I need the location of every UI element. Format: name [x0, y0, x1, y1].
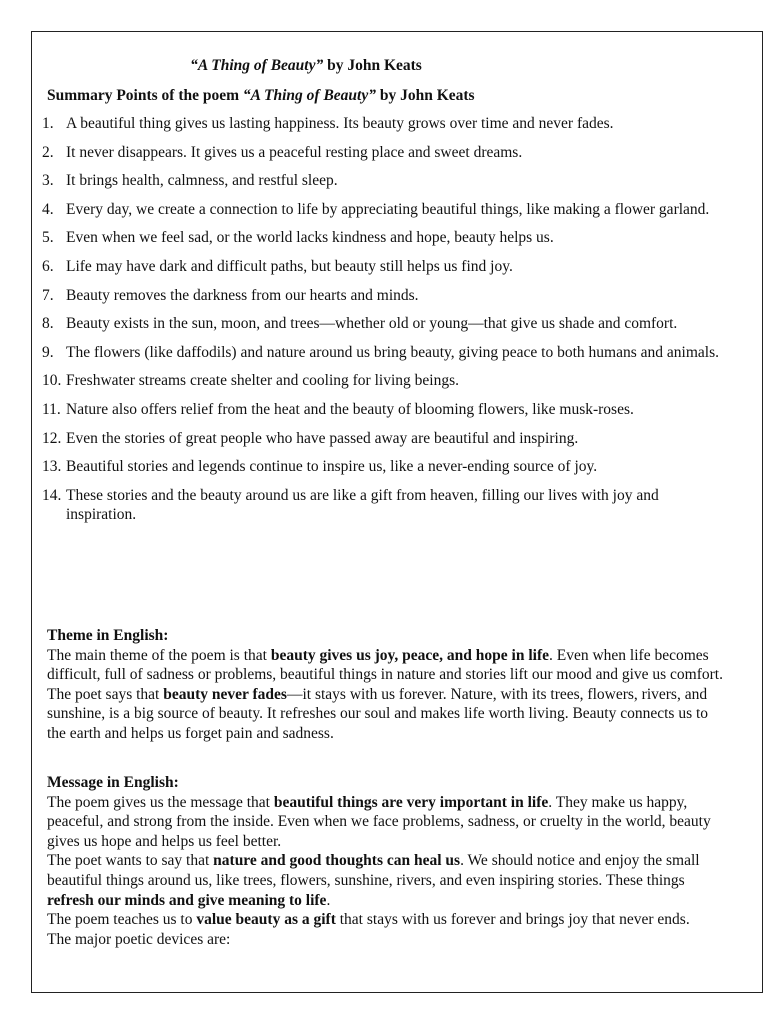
message-p3-bold: value beauty as a gift — [196, 911, 336, 929]
theme-heading: Theme in English: — [47, 627, 169, 644]
summary-point-text: Beauty exists in the sun, moon, and trees—whether old or young—that give us shade and comfort. — [66, 315, 678, 333]
theme-section — [47, 626, 727, 744]
theme-p1-bold: beauty gives us joy, peace, and hope in life — [270, 646, 549, 664]
summary-point — [42, 228, 722, 248]
message-p2-bold: nature and good thoughts can heal us — [213, 852, 461, 870]
summary-point — [42, 486, 722, 525]
message-p2-text: The poet wants to say that — [47, 852, 214, 870]
summary-point — [42, 457, 722, 477]
summary-point-number: 14. — [42, 486, 62, 504]
summary-point-number: 3. — [42, 172, 54, 190]
poetic-devices-intro: The major poetic devices are: — [47, 930, 231, 948]
message-paragraph-3 — [47, 910, 727, 930]
summary-point-text: Freshwater streams create shelter and cooling for living beings. — [66, 372, 459, 390]
message-p2-text-mid: . We should notice and enjoy the small beautiful things around us, like trees, flowers, sunshine, rivers, and even inspiring stories. These things — [47, 852, 700, 889]
summary-point — [42, 314, 722, 334]
summary-point-number: 9. — [42, 343, 54, 361]
summary-point-text: Beauty removes the darkness from our hearts and minds. — [66, 286, 419, 304]
summary-point-number: 13. — [42, 458, 62, 476]
summary-point-number: 7. — [42, 286, 54, 304]
theme-p1-text: The main theme of the poem is that — [47, 646, 271, 664]
message-heading: Message in English: — [47, 774, 179, 791]
summary-point-text: Nature also offers relief from the heat and the beauty of blooming flowers, like musk-roses. — [66, 400, 634, 418]
message-p2-bold-2: refresh our minds and give meaning to life — [47, 891, 327, 909]
title-poem-name: “A Thing of Beauty” — [190, 57, 324, 74]
summary-point — [42, 429, 722, 449]
summary-heading-author: by John Keats — [375, 87, 475, 104]
title-author: by John Keats — [323, 57, 422, 74]
theme-paragraph-2 — [47, 685, 727, 744]
summary-point — [42, 343, 722, 363]
message-p1-bold: beautiful things are very important in life — [273, 793, 549, 811]
summary-point — [42, 200, 722, 220]
summary-point-number: 5. — [42, 229, 54, 247]
document-title — [0, 56, 612, 76]
theme-p1-text-end: . Even when life becomes difficult, full of sadness or problems, beautiful things in nature and stories lift our mood and give us comfort. — [47, 646, 723, 684]
summary-point — [42, 371, 722, 391]
summary-point-number: 10. — [42, 372, 62, 390]
summary-point-text: Even the stories of great people who have passed away are beautiful and inspiring. — [66, 429, 579, 447]
summary-point-number: 4. — [42, 200, 54, 218]
summary-point-text: It never disappears. It gives us a peaceful resting place and sweet dreams. — [66, 143, 523, 161]
message-p1-text: The poem gives us the message that — [47, 793, 274, 811]
summary-point — [42, 400, 722, 420]
summary-point-number: 11. — [42, 400, 61, 418]
summary-point-text: It brings health, calmness, and restful sleep. — [66, 172, 338, 190]
summary-point-number: 8. — [42, 315, 54, 333]
theme-p2-bold: beauty never fades — [163, 685, 287, 703]
summary-point — [42, 171, 722, 191]
summary-point-text: A beautiful thing gives us lasting happiness. Its beauty grows over time and never fades. — [66, 115, 614, 132]
summary-point — [42, 257, 722, 277]
summary-heading-prefix: Summary Points of the poem — [47, 87, 243, 104]
theme-p2-text: The poet says that — [47, 685, 164, 703]
summary-point-number: 2. — [42, 143, 54, 161]
summary-point-text: Even when we feel sad, or the world lacks kindness and hope, beauty helps us. — [66, 229, 554, 247]
summary-point-number: 12. — [42, 429, 62, 447]
message-paragraph-1 — [47, 793, 727, 852]
message-p3-text-end: that stays with us forever and brings joy that never ends. — [335, 911, 690, 929]
summary-point-number: 6. — [42, 257, 54, 275]
message-p2-text-end: . — [326, 891, 331, 909]
summary-points-list — [42, 114, 722, 534]
summary-point-text: The flowers (like daffodils) and nature around us bring beauty, giving peace to both humans and animals. — [66, 343, 719, 361]
summary-point — [42, 114, 722, 134]
summary-point-text: Life may have dark and difficult paths, but beauty still helps us find joy. — [66, 257, 513, 275]
summary-point-text: Every day, we create a connection to life by appreciating beautiful things, like making a flower garland. — [66, 200, 710, 218]
theme-p2-text-end: —it stays with us forever. Nature, with its trees, flowers, rivers, and sunshine, is a big source of beauty. It refreshes our soul and makes life worth living. Beauty connects us to the earth and helps us forget pain and sadness. — [47, 685, 709, 742]
summary-heading — [47, 86, 475, 106]
summary-point — [42, 286, 722, 306]
summary-point-text: Beautiful stories and legends continue to inspire us, like a never-ending source of joy. — [66, 458, 598, 476]
message-p3-text: The poem teaches us to — [47, 911, 197, 929]
message-p1-text-end: . They make us happy, peaceful, and strong from the inside. Even when we face problems, sadness, or cruelty in the world, beauty gives us hope and helps us feel better. — [47, 793, 711, 850]
summary-point-number: 1. — [42, 115, 54, 132]
theme-paragraph-1 — [47, 646, 727, 685]
summary-point-text: These stories and the beauty around us are like a gift from heaven, filling our lives with joy and inspiration. — [66, 486, 659, 524]
message-section — [47, 773, 727, 949]
summary-heading-poem-name: “A Thing of Beauty” — [242, 87, 376, 104]
summary-point — [42, 143, 722, 163]
message-paragraph-2 — [47, 851, 727, 910]
